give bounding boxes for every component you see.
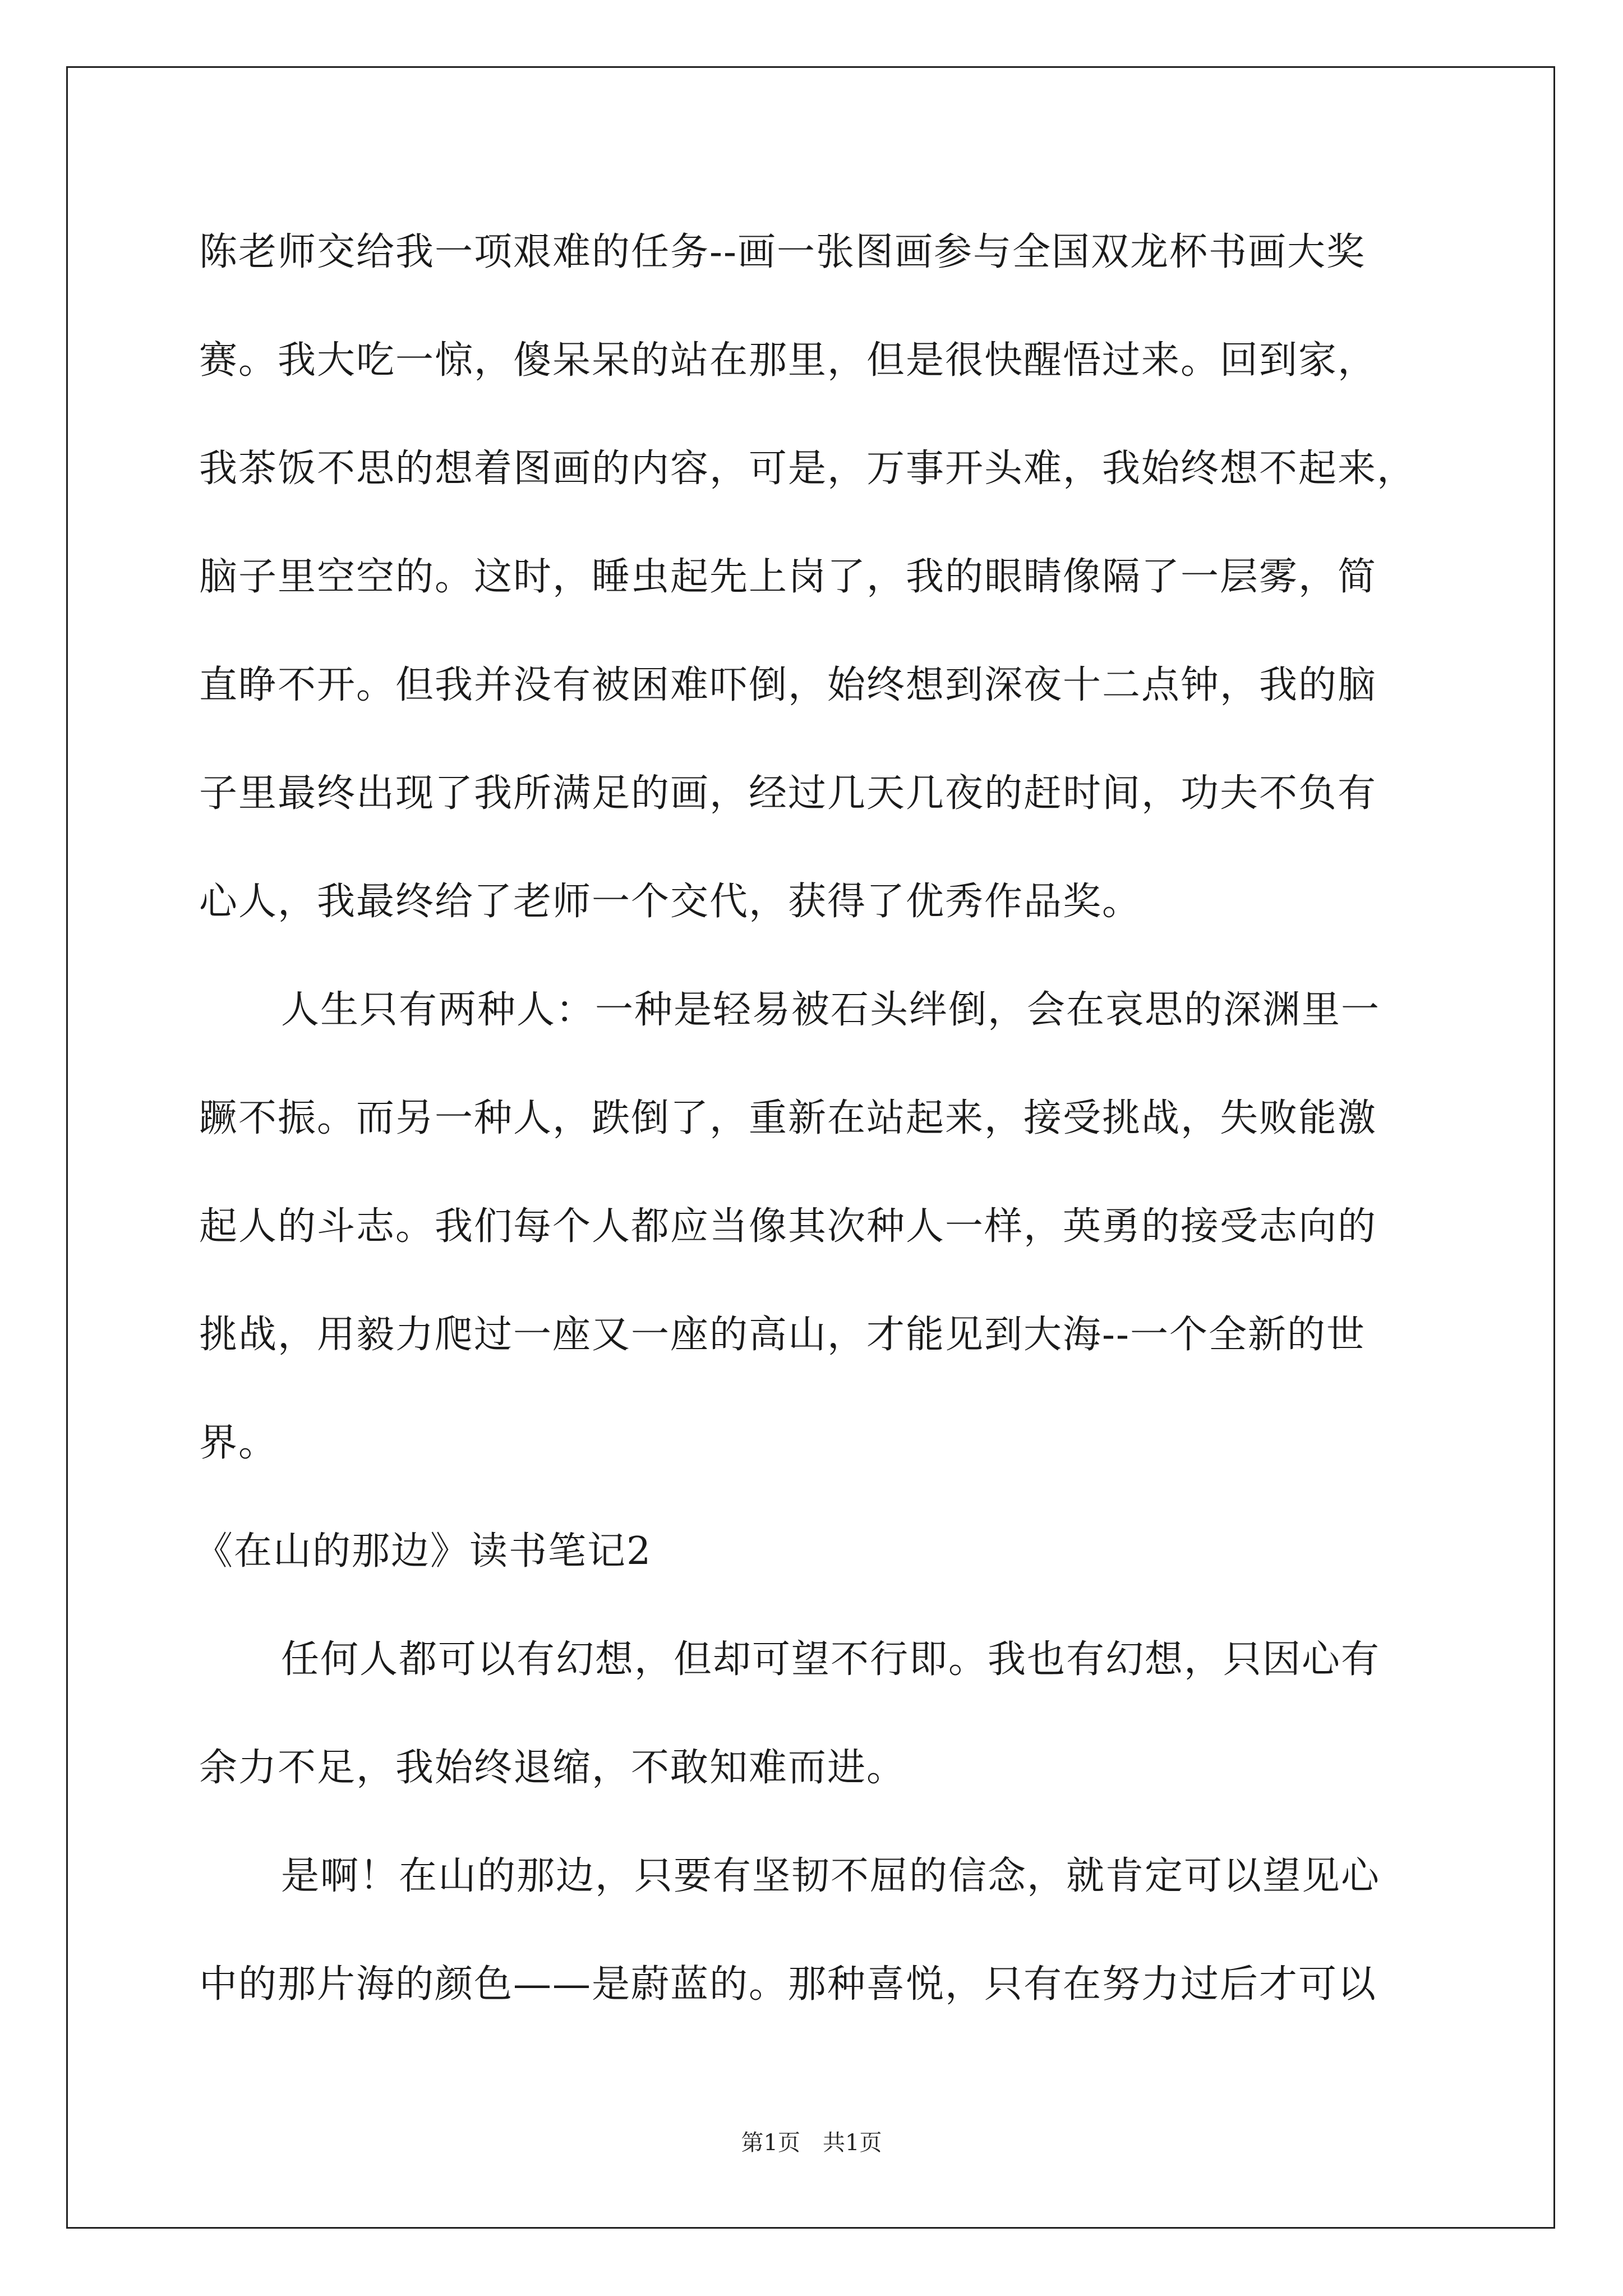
section-heading: 《在山的那边》读书笔记2 <box>195 1529 652 1573</box>
page-border <box>66 66 1555 2229</box>
paragraph-first-line: 是啊！在山的那边，只要有坚韧不屈的信念，就肯定可以望见心 <box>281 1854 1381 1898</box>
text-line: 赛。我大吃一惊，傻呆呆的站在那里，但是很快醒悟过来。回到家， <box>199 338 1377 383</box>
text-line: 我茶饭不思的想着图画的内容，可是，万事开头难，我始终想不起来， <box>199 447 1417 491</box>
page-number-footer: 第1页 共1页 <box>741 2130 882 2156</box>
paragraph-first-line: 人生只有两种人：一种是轻易被石头绊倒，会在哀思的深渊里一 <box>281 988 1381 1032</box>
text-line: 子里最终出现了我所满足的画，经过几天几夜的赶时间，功夫不负有 <box>199 771 1377 816</box>
text-line: 起人的斗志。我们每个人都应当像其次种人一样，英勇的接受志向的 <box>199 1204 1377 1249</box>
paragraph-first-line: 任何人都可以有幻想，但却可望不行即。我也有幻想，只因心有 <box>281 1637 1381 1682</box>
text-line: 心人，我最终给了老师一个交代，获得了优秀作品奖。 <box>199 880 1142 924</box>
text-line: 挑战，用毅力爬过一座又一座的高山，才能见到大海--一个全新的世 <box>199 1313 1366 1357</box>
text-line: 脑子里空空的。这时，睡虫起先上岗了，我的眼睛像隔了一层雾，简 <box>199 555 1377 599</box>
text-line: 余力不足，我始终退缩，不敢知难而进。 <box>199 1746 906 1790</box>
text-line: 界。 <box>199 1421 278 1465</box>
text-line: 蹶不振。而另一种人，跌倒了，重新在站起来，接受挑战，失败能激 <box>199 1096 1377 1140</box>
text-line: 直睁不开。但我并没有被困难吓倒，始终想到深夜十二点钟，我的脑 <box>199 663 1377 707</box>
text-line: 陈老师交给我一项艰难的任务--画一张图画参与全国双龙杯书画大奖 <box>199 230 1366 274</box>
text-line: 中的那片海的颜色——是蔚蓝的。那种喜悦，只有在努力过后才可以 <box>199 1962 1377 2007</box>
